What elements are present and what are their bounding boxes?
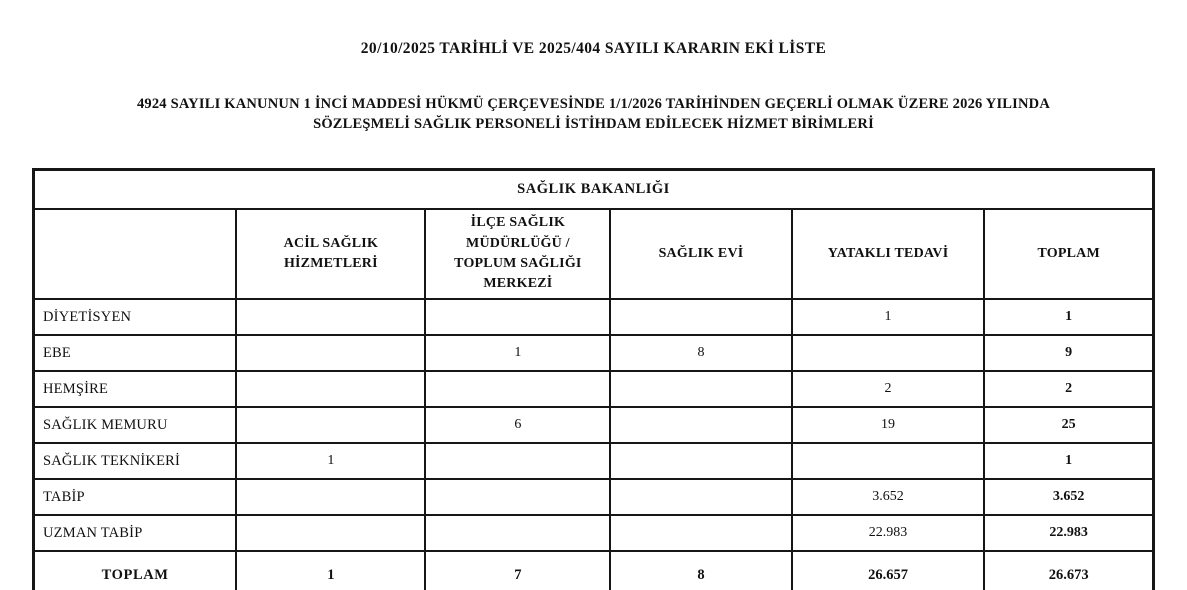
cell-yatakli: 3.652	[792, 479, 985, 515]
document-subtitle: 4924 SAYILI KANUNUN 1 İNCİ MADDESİ HÜKMÜ ÇERÇEVESİNDE 1/1/2026 TARİHİNDEN GEÇERLİ OLMAK ÜZERE 2026 YILINDA SÖZLEŞMELİ SAĞLIK PERSONELİ İSTİHDAM EDİLECEK HİZMET BİRİMLERİ	[136, 96, 1051, 133]
cell-toplam: 22.983	[984, 515, 1153, 551]
cell-acil: 1	[236, 443, 425, 479]
table-row-diyetisyen	[34, 299, 1154, 335]
cell-saglik-evi	[610, 407, 791, 443]
row-label: DİYETİSYEN	[34, 299, 237, 335]
cell-acil	[236, 371, 425, 407]
cell-ilce	[425, 515, 610, 551]
cell-yatakli: 2	[792, 371, 985, 407]
column-header-ilce-saglik: İLÇE SAĞLIK MÜDÜRLÜĞÜ / TOPLUM SAĞLIĞI MERKEZİ	[425, 209, 610, 299]
table-row-uzman-tabip	[34, 515, 1154, 551]
column-header-acil-saglik: ACİL SAĞLIK HİZMETLERİ	[236, 209, 425, 299]
total-cell-ilce: 7	[425, 551, 610, 590]
cell-toplam: 1	[984, 443, 1153, 479]
column-header-yatakli-tedavi: YATAKLI TEDAVİ	[792, 209, 985, 299]
cell-yatakli: 22.983	[792, 515, 985, 551]
cell-acil	[236, 299, 425, 335]
total-cell-saglik-evi: 8	[610, 551, 791, 590]
row-label: UZMAN TABİP	[34, 515, 237, 551]
table-header-row	[34, 209, 1154, 299]
cell-acil	[236, 515, 425, 551]
cell-yatakli: 1	[792, 299, 985, 335]
cell-ilce	[425, 479, 610, 515]
row-label: SAĞLIK TEKNİKERİ	[34, 443, 237, 479]
row-label: HEMŞİRE	[34, 371, 237, 407]
total-cell-yatakli: 26.657	[792, 551, 985, 590]
column-header-saglik-evi: SAĞLIK EVİ	[610, 209, 791, 299]
table-row-ebe	[34, 335, 1154, 371]
row-label: SAĞLIK MEMURU	[34, 407, 237, 443]
cell-saglik-evi: 8	[610, 335, 791, 371]
cell-saglik-evi	[610, 515, 791, 551]
cell-yatakli	[792, 443, 985, 479]
total-cell-acil: 1	[236, 551, 425, 590]
table-row-saglik-teknikeri	[34, 443, 1154, 479]
column-header-empty	[34, 209, 237, 299]
total-cell-toplam: 26.673	[984, 551, 1153, 590]
table-title-row	[34, 170, 1154, 210]
table-row-saglik-memuru	[34, 407, 1154, 443]
personnel-table	[32, 168, 1155, 590]
cell-toplam: 25	[984, 407, 1153, 443]
cell-acil	[236, 479, 425, 515]
cell-acil	[236, 335, 425, 371]
cell-ilce	[425, 371, 610, 407]
cell-ilce	[425, 443, 610, 479]
cell-toplam: 2	[984, 371, 1153, 407]
table-title: SAĞLIK BAKANLIĞI	[34, 170, 1154, 210]
cell-toplam: 9	[984, 335, 1153, 371]
column-header-toplam: TOPLAM	[984, 209, 1153, 299]
cell-ilce: 1	[425, 335, 610, 371]
cell-acil	[236, 407, 425, 443]
row-label: TABİP	[34, 479, 237, 515]
cell-toplam: 1	[984, 299, 1153, 335]
table-total-row	[34, 551, 1154, 590]
cell-ilce	[425, 299, 610, 335]
cell-saglik-evi	[610, 371, 791, 407]
cell-saglik-evi	[610, 443, 791, 479]
cell-saglik-evi	[610, 479, 791, 515]
row-label: EBE	[34, 335, 237, 371]
table-row-tabip	[34, 479, 1154, 515]
cell-toplam: 3.652	[984, 479, 1153, 515]
cell-yatakli: 19	[792, 407, 985, 443]
total-row-label: TOPLAM	[34, 551, 237, 590]
table-row-hemsire	[34, 371, 1154, 407]
cell-ilce: 6	[425, 407, 610, 443]
cell-saglik-evi	[610, 299, 791, 335]
document-title: 20/10/2025 TARİHLİ VE 2025/404 SAYILI KARARIN EKİ LİSTE	[360, 40, 827, 57]
cell-yatakli	[792, 335, 985, 371]
